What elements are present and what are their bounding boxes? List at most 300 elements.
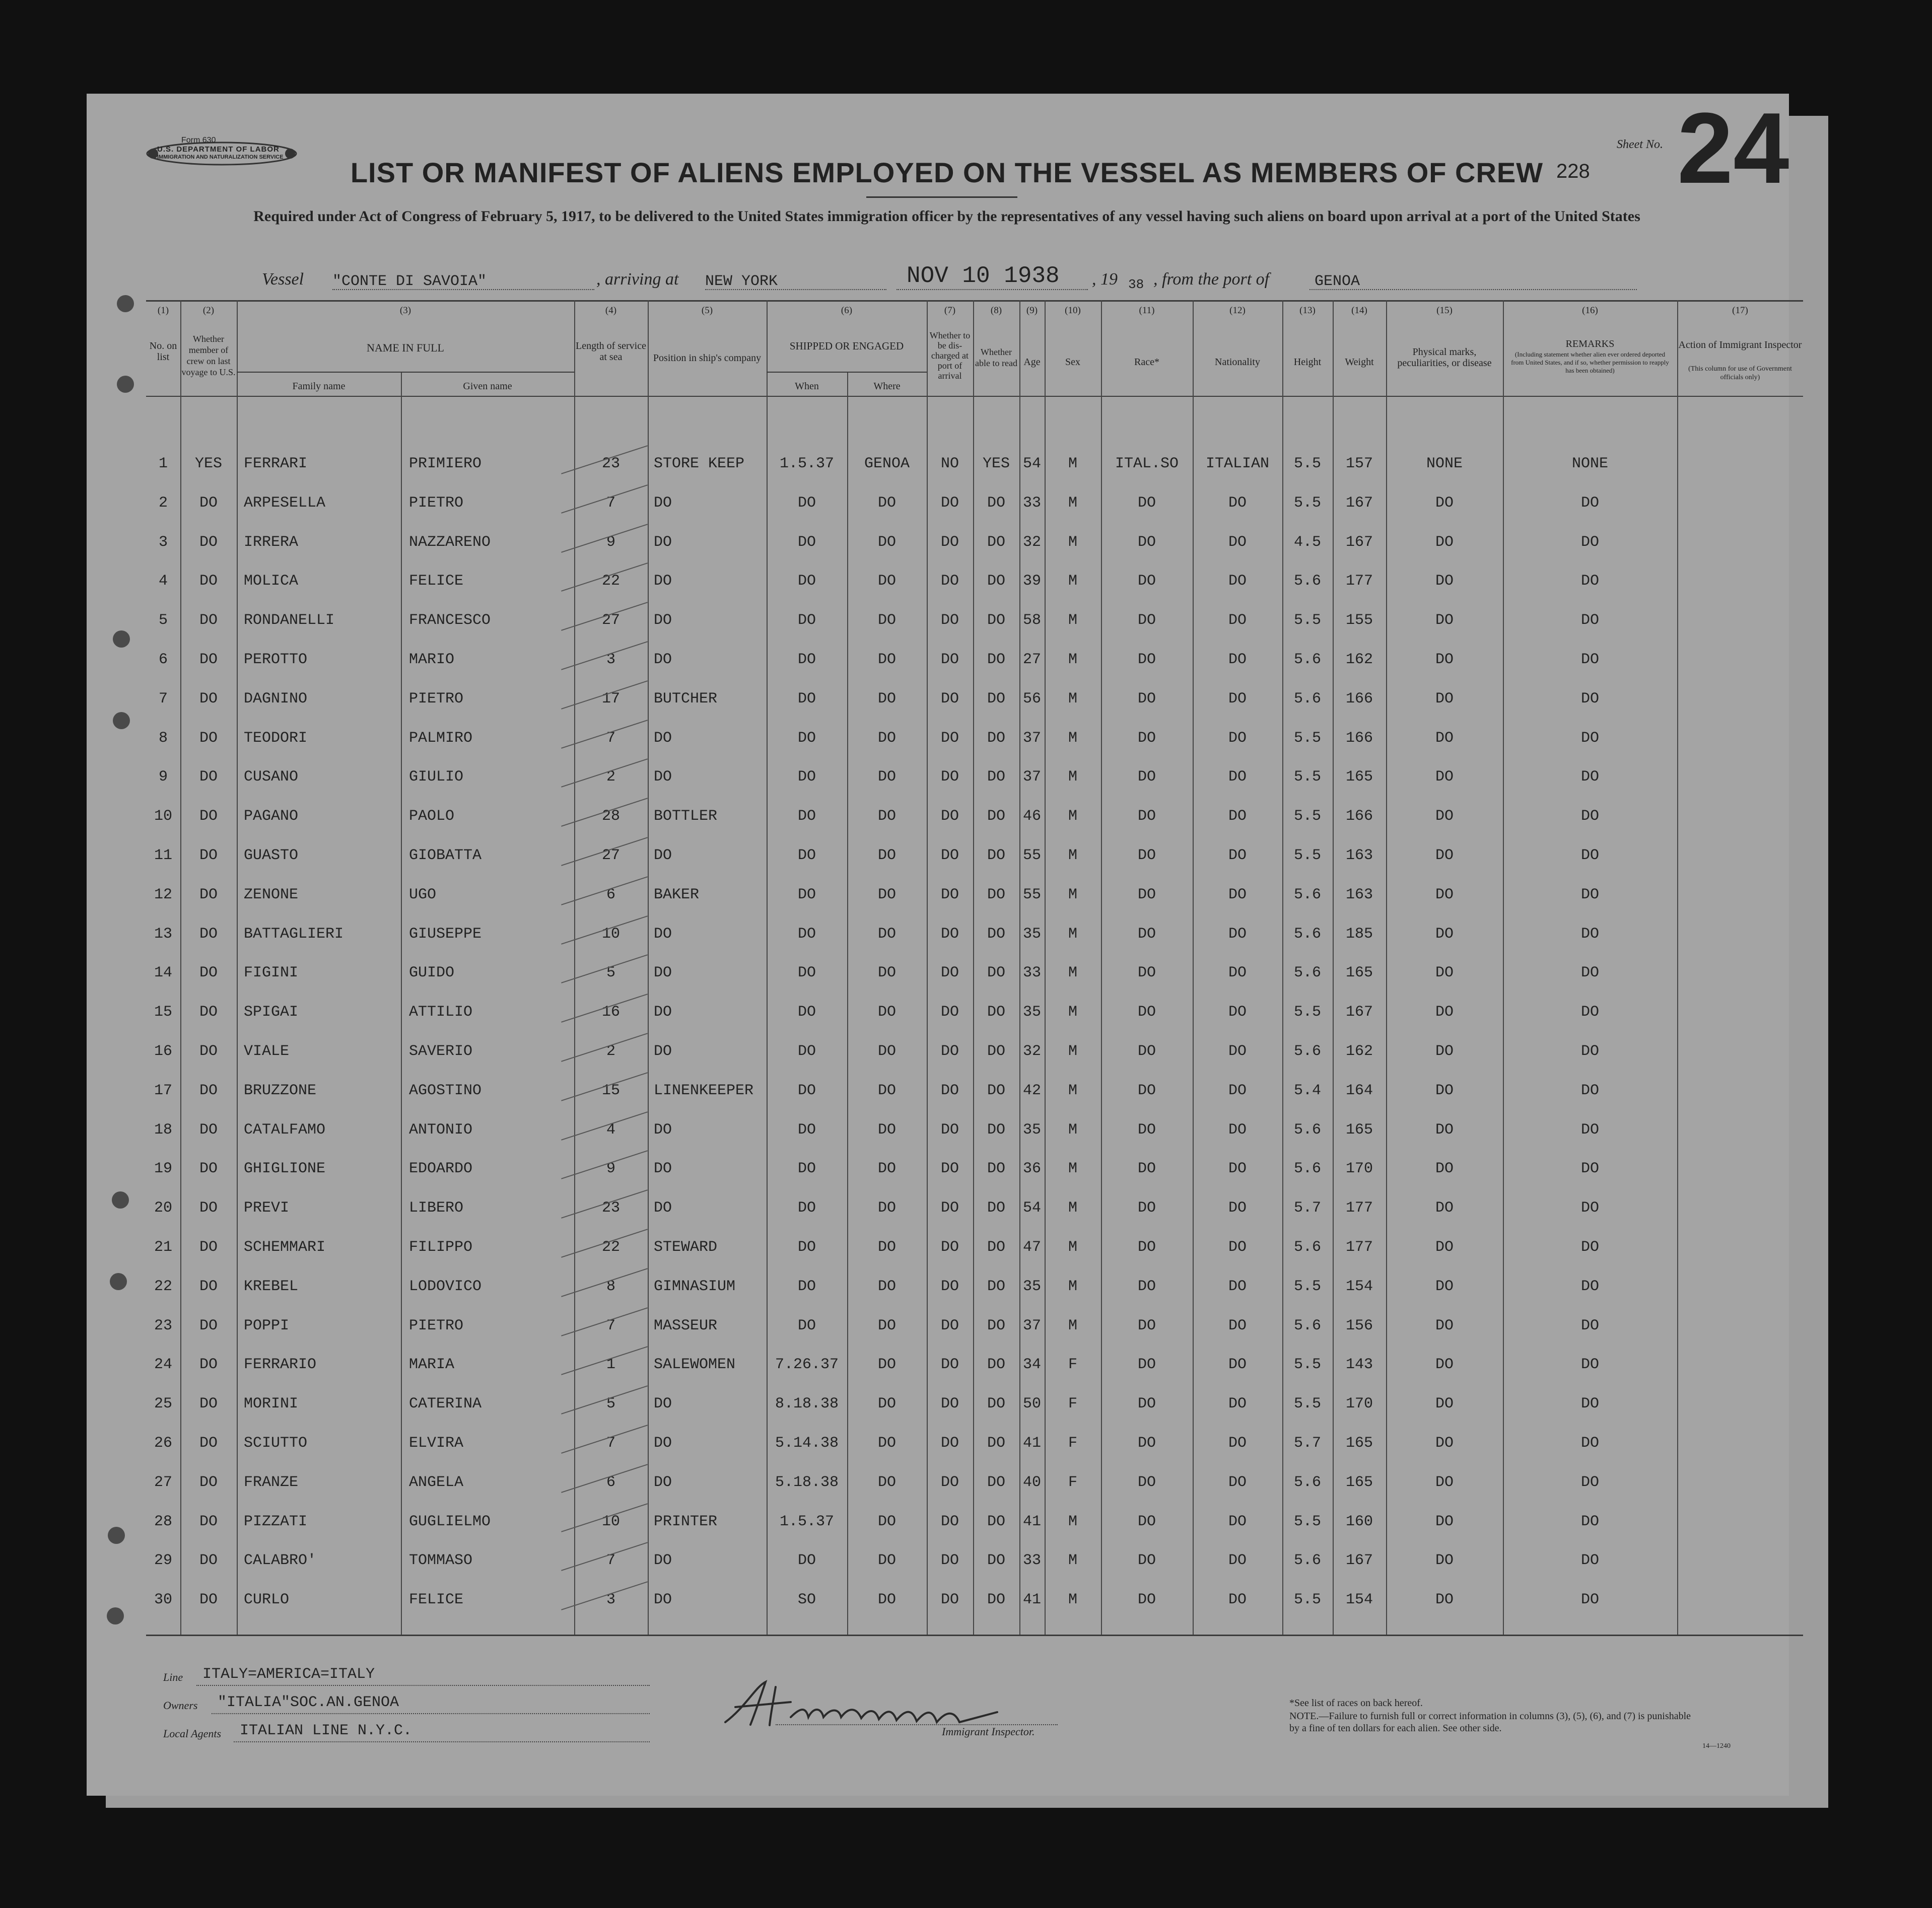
table-cell: DO xyxy=(877,1317,896,1334)
table-cell: DO xyxy=(940,1317,959,1334)
table-cell: 39 xyxy=(1022,573,1041,590)
table-cell: DO xyxy=(987,1356,1005,1374)
table-cell: DO xyxy=(797,768,816,786)
line-label: Line xyxy=(163,1671,183,1683)
table-cell: DO xyxy=(940,612,959,629)
table-cell: M xyxy=(1068,1043,1077,1060)
table-cell: ITAL.SO xyxy=(1115,455,1179,472)
table-cell: 5.6 xyxy=(1293,690,1321,708)
table-cell: M xyxy=(1068,1317,1077,1334)
table-cell: DO xyxy=(654,1435,672,1452)
table-cell: DO xyxy=(940,573,959,590)
table-cell: 5.5 xyxy=(1293,768,1321,786)
page-subtitle: Required under Act of Congress of February 5, 1917, to be delivered to the United States immigration officer by the representatives of any vessel having such aliens on board upon arrival at a port of the United States xyxy=(253,208,1640,225)
shipped-subheader-rule xyxy=(767,372,927,373)
table-cell: F xyxy=(1068,1395,1077,1413)
table-cell: 10 xyxy=(601,1513,620,1530)
table-cell: DO xyxy=(877,573,896,590)
table-cell: DO xyxy=(877,651,896,668)
header-race: Race* xyxy=(1134,357,1159,368)
table-cell: DO xyxy=(1435,1395,1454,1413)
table-cell: 5.18.38 xyxy=(775,1473,839,1491)
table-cell: M xyxy=(1068,1278,1077,1295)
table-cell: CATALFAMO xyxy=(244,1121,326,1139)
column-number: (5) xyxy=(701,305,713,316)
table-cell: M xyxy=(1068,1591,1077,1609)
header-position: Position in ship's company xyxy=(653,352,762,364)
table-cell: M xyxy=(1068,847,1077,864)
table-cell: DO xyxy=(1137,847,1156,864)
table-cell: DO xyxy=(1580,925,1599,943)
table-cell: NO xyxy=(940,455,959,472)
table-cell: DO xyxy=(987,1513,1005,1530)
table-cell: DO xyxy=(199,1435,218,1452)
table-cell: DO xyxy=(199,1473,218,1491)
table-row xyxy=(146,875,1803,914)
table-cell: DO xyxy=(654,573,672,590)
table-cell: ANGELA xyxy=(409,1473,464,1491)
crew-manifest-table xyxy=(146,300,1803,1635)
table-cell: M xyxy=(1068,1004,1077,1021)
table-cell: DO xyxy=(940,1160,959,1178)
table-row xyxy=(146,1345,1803,1384)
table-cell: DO xyxy=(1137,1160,1156,1178)
table-cell: GUGLIELMO xyxy=(409,1513,491,1530)
table-cell: DO xyxy=(797,494,816,512)
table-cell: FILIPPO xyxy=(409,1239,473,1256)
table-cell: 41 xyxy=(1022,1591,1041,1609)
table-cell: DO xyxy=(1228,1473,1247,1491)
table-cell: DO xyxy=(1137,925,1156,943)
table-cell: 5.6 xyxy=(1293,1552,1321,1570)
table-cell: 154 xyxy=(1345,1278,1373,1295)
table-cell: DO xyxy=(797,533,816,551)
local-agents-dots xyxy=(234,1741,650,1742)
owners-label: Owners xyxy=(163,1699,198,1712)
table-cell: SCIUTTO xyxy=(244,1435,308,1452)
table-cell: 55 xyxy=(1022,847,1041,864)
table-cell: 5.6 xyxy=(1293,925,1321,943)
table-cell: 5.5 xyxy=(1293,729,1321,747)
table-cell: DO xyxy=(797,1043,816,1060)
table-cell: 5.5 xyxy=(1293,1004,1321,1021)
table-cell: 165 xyxy=(1345,1121,1373,1139)
table-cell: 18 xyxy=(154,1121,172,1139)
table-cell: DO xyxy=(1580,1160,1599,1178)
table-cell: 56 xyxy=(1022,690,1041,708)
table-cell: 5.7 xyxy=(1293,1435,1321,1452)
table-cell: DO xyxy=(1228,612,1247,629)
binder-hole xyxy=(110,1273,127,1290)
table-row xyxy=(146,1306,1803,1346)
table-cell: DO xyxy=(654,533,672,551)
table-cell: 2 xyxy=(158,494,168,512)
table-cell: 154 xyxy=(1345,1591,1373,1609)
table-cell: 26 xyxy=(154,1435,172,1452)
table-cell: DO xyxy=(1580,1591,1599,1609)
table-cell: 7 xyxy=(606,1435,615,1452)
table-cell: 5.5 xyxy=(1293,1356,1321,1374)
table-cell: 143 xyxy=(1345,1356,1373,1374)
table-cell: DO xyxy=(877,533,896,551)
table-bottom-rule xyxy=(146,1635,1803,1636)
header-bottom-rule xyxy=(146,396,1803,397)
from-label: , from the port of xyxy=(1153,270,1270,289)
table-cell: DO xyxy=(1435,1513,1454,1530)
table-cell: IRRERA xyxy=(244,533,299,551)
penalty-note: NOTE.—Failure to furnish full or correct information in columns (3), (5), (6), and (7) is punishable by a fine of ten dollars for each alien. See other side. xyxy=(1289,1711,1691,1734)
table-cell: 54 xyxy=(1022,1199,1041,1217)
table-cell: DO xyxy=(987,1199,1005,1217)
table-cell: DO xyxy=(654,651,672,668)
table-cell: 33 xyxy=(1022,964,1041,982)
column-number: (6) xyxy=(841,305,853,316)
table-row xyxy=(146,1463,1803,1502)
table-row xyxy=(146,1267,1803,1306)
table-cell: 157 xyxy=(1345,455,1373,472)
table-cell: 166 xyxy=(1345,729,1373,747)
table-cell: DO xyxy=(797,1121,816,1139)
table-cell: ITALIAN xyxy=(1205,455,1270,472)
table-cell: DO xyxy=(940,1278,959,1295)
table-cell: 6 xyxy=(606,886,615,903)
table-cell: 40 xyxy=(1022,1473,1041,1491)
table-cell: DO xyxy=(199,1004,218,1021)
table-cell: 27 xyxy=(601,612,620,629)
table-cell: 5.6 xyxy=(1293,1239,1321,1256)
table-cell: 156 xyxy=(1345,1317,1373,1334)
column-number: (16) xyxy=(1582,305,1598,316)
table-cell: DO xyxy=(199,651,218,668)
table-cell: DO xyxy=(940,1513,959,1530)
table-cell: DO xyxy=(1228,1239,1247,1256)
table-cell: 15 xyxy=(154,1004,172,1021)
table-cell: 155 xyxy=(1345,612,1373,629)
table-cell: NONE xyxy=(1571,455,1608,472)
table-cell: EDOARDO xyxy=(409,1160,473,1178)
table-row xyxy=(146,1502,1803,1541)
table-cell: DO xyxy=(1435,612,1454,629)
table-cell: M xyxy=(1068,1239,1077,1256)
table-cell: DO xyxy=(1580,573,1599,590)
table-cell: DAGNINO xyxy=(244,690,308,708)
table-top-rule xyxy=(146,300,1803,302)
table-cell: DO xyxy=(199,612,218,629)
table-cell: 35 xyxy=(1022,1121,1041,1139)
table-cell: DO xyxy=(199,729,218,747)
table-cell: 23 xyxy=(601,1199,620,1217)
table-cell: DO xyxy=(199,1278,218,1295)
table-cell: 165 xyxy=(1345,1473,1373,1491)
table-cell: DO xyxy=(987,886,1005,903)
table-cell: SPIGAI xyxy=(244,1004,299,1021)
table-cell: 1.5.37 xyxy=(779,455,835,472)
table-cell: DO xyxy=(1435,1591,1454,1609)
table-cell: DO xyxy=(1435,1435,1454,1452)
table-cell: DO xyxy=(1137,1199,1156,1217)
table-cell: CALABRO' xyxy=(244,1552,317,1570)
table-cell: 35 xyxy=(1022,925,1041,943)
table-cell: DO xyxy=(877,847,896,864)
table-cell: DO xyxy=(1435,1317,1454,1334)
header-shipped-when: When xyxy=(795,381,819,392)
table-cell: DO xyxy=(877,808,896,825)
table-cell: 54 xyxy=(1022,455,1041,472)
binder-hole xyxy=(112,1191,129,1209)
table-cell: DO xyxy=(1580,690,1599,708)
table-cell: 167 xyxy=(1345,494,1373,512)
table-cell: DO xyxy=(987,1278,1005,1295)
table-cell: DO xyxy=(199,964,218,982)
table-cell: RONDANELLI xyxy=(244,612,335,629)
table-cell: DO xyxy=(797,1082,816,1099)
table-cell: PIETRO xyxy=(409,690,464,708)
table-cell: DO xyxy=(1137,1004,1156,1021)
table-cell: PIETRO xyxy=(409,494,464,512)
table-cell: 25 xyxy=(154,1395,172,1413)
table-cell: DO xyxy=(797,847,816,864)
column-number: (4) xyxy=(605,305,617,316)
table-cell: DO xyxy=(940,1552,959,1570)
table-cell: DO xyxy=(1228,964,1247,982)
table-cell: M xyxy=(1068,494,1077,512)
table-cell: 5.6 xyxy=(1293,1121,1321,1139)
table-cell: DO xyxy=(1137,1278,1156,1295)
table-cell: 11 xyxy=(154,847,172,864)
table-cell: M xyxy=(1068,964,1077,982)
arriving-port: NEW YORK xyxy=(705,273,778,290)
table-cell: DO xyxy=(1435,1473,1454,1491)
table-cell: 166 xyxy=(1345,690,1373,708)
form-number: Form 630 xyxy=(181,136,216,145)
table-cell: 1 xyxy=(158,455,168,472)
table-cell: DO xyxy=(877,1004,896,1021)
table-cell: DO xyxy=(1137,1552,1156,1570)
table-cell: DO xyxy=(877,1160,896,1178)
table-cell: 165 xyxy=(1345,964,1373,982)
table-cell: ZENONE xyxy=(244,886,299,903)
table-cell: M xyxy=(1068,573,1077,590)
column-number: (1) xyxy=(157,305,169,316)
table-cell: DO xyxy=(1228,1317,1247,1334)
table-cell: GIMNASIUM xyxy=(654,1278,736,1295)
table-cell: DO xyxy=(199,1043,218,1060)
table-cell: DO xyxy=(940,533,959,551)
table-cell: DO xyxy=(877,1591,896,1609)
table-cell: 5.5 xyxy=(1293,847,1321,864)
table-cell: F xyxy=(1068,1473,1077,1491)
table-cell: DO xyxy=(940,494,959,512)
table-cell: DO xyxy=(1435,964,1454,982)
table-cell: 32 xyxy=(1022,533,1041,551)
table-cell: BATTAGLIERI xyxy=(244,925,344,943)
table-cell: DO xyxy=(1435,768,1454,786)
vessel-name: "CONTE DI SAVOIA" xyxy=(332,273,487,290)
table-cell: DO xyxy=(940,1082,959,1099)
table-cell: 5 xyxy=(606,1395,615,1413)
table-cell: DO xyxy=(1228,1356,1247,1374)
table-cell: 33 xyxy=(1022,1552,1041,1570)
table-cell: DO xyxy=(987,925,1005,943)
table-cell: M xyxy=(1068,690,1077,708)
table-row xyxy=(146,836,1803,875)
table-cell: DO xyxy=(199,690,218,708)
table-cell: 12 xyxy=(154,886,172,903)
column-number: (2) xyxy=(202,305,215,316)
table-cell: DO xyxy=(987,1121,1005,1139)
table-cell: FIGINI xyxy=(244,964,299,982)
table-row xyxy=(146,1424,1803,1463)
table-row xyxy=(146,483,1803,523)
table-cell: 5 xyxy=(158,612,168,629)
name-subheader-rule xyxy=(237,372,574,373)
table-cell: M xyxy=(1068,886,1077,903)
table-cell: BOTTLER xyxy=(654,808,718,825)
table-cell: DO xyxy=(654,729,672,747)
table-cell: GENOA xyxy=(864,455,910,472)
table-cell: DO xyxy=(654,1160,672,1178)
table-cell: DO xyxy=(1580,1356,1599,1374)
header-remarks-note: (Including statement whether alien ever ordered deported from United States, and if so, whether permission to reapply has been obtained) xyxy=(1511,350,1669,374)
arrival-date-stamp: NOV 10 1938 xyxy=(907,263,1060,289)
table-cell: DO xyxy=(1137,533,1156,551)
table-cell: DO xyxy=(1228,651,1247,668)
table-cell: 27 xyxy=(601,847,620,864)
table-cell: 9 xyxy=(606,1160,615,1178)
table-cell: NONE xyxy=(1426,455,1463,472)
table-cell: DO xyxy=(1580,651,1599,668)
table-row xyxy=(146,1071,1803,1110)
table-cell: DO xyxy=(1435,808,1454,825)
table-cell: 5.5 xyxy=(1293,455,1321,472)
table-cell: DO xyxy=(987,533,1005,551)
table-cell: 165 xyxy=(1345,768,1373,786)
table-cell: ANTONIO xyxy=(409,1121,473,1139)
table-cell: 1.5.37 xyxy=(779,1513,835,1530)
table-cell: DO xyxy=(940,1004,959,1021)
arrival-date-line xyxy=(896,289,1088,290)
table-cell: DO xyxy=(877,925,896,943)
table-cell: CUSANO xyxy=(244,768,299,786)
header-action-inspector: Action of Immigrant Inspector xyxy=(1678,339,1802,350)
table-cell: DO xyxy=(940,651,959,668)
table-cell: DO xyxy=(940,1043,959,1060)
table-cell: DO xyxy=(1580,612,1599,629)
column-number: (13) xyxy=(1299,305,1316,316)
table-cell: BRUZZONE xyxy=(244,1082,317,1099)
table-cell: 7 xyxy=(158,690,168,708)
table-cell: 167 xyxy=(1345,1552,1373,1570)
table-cell: 8 xyxy=(606,1278,615,1295)
table-cell: 19 xyxy=(154,1160,172,1178)
table-cell: DO xyxy=(940,1121,959,1139)
table-cell: DO xyxy=(940,1435,959,1452)
column-number: (3) xyxy=(399,305,411,316)
table-row xyxy=(146,1188,1803,1228)
table-cell: SCHEMMARI xyxy=(244,1239,326,1256)
table-cell: DO xyxy=(199,808,218,825)
table-cell: 163 xyxy=(1345,886,1373,903)
table-cell: DO xyxy=(1137,1395,1156,1413)
table-cell: DO xyxy=(940,925,959,943)
local-agents-label: Local Agents xyxy=(163,1727,222,1740)
table-cell: 20 xyxy=(154,1199,172,1217)
table-cell: 16 xyxy=(601,1004,620,1021)
table-cell: DO xyxy=(1435,1121,1454,1139)
page-number: 228 xyxy=(1556,160,1590,182)
table-cell: DO xyxy=(199,533,218,551)
table-cell: DO xyxy=(199,1239,218,1256)
table-cell: DO xyxy=(1228,886,1247,903)
table-cell: DO xyxy=(1580,1513,1599,1530)
table-row xyxy=(146,561,1803,601)
table-cell: 1 xyxy=(606,1356,615,1374)
table-cell: 47 xyxy=(1022,1239,1041,1256)
header-nationality: Nationality xyxy=(1215,357,1260,368)
table-cell: DO xyxy=(940,1473,959,1491)
table-row xyxy=(146,757,1803,797)
table-cell: DO xyxy=(1435,886,1454,903)
table-cell: DO xyxy=(987,729,1005,747)
table-cell: DO xyxy=(654,612,672,629)
line-value: ITALY=AMERICA=ITALY xyxy=(202,1666,375,1683)
table-cell: DO xyxy=(1435,925,1454,943)
header-physical-marks: Physical marks, peculiarities, or disease xyxy=(1397,346,1492,369)
table-cell: DO xyxy=(877,964,896,982)
header-age: Age xyxy=(1023,357,1041,368)
table-cell: DO xyxy=(1228,1552,1247,1570)
table-cell: DO xyxy=(1228,1121,1247,1139)
table-cell: DO xyxy=(987,1317,1005,1334)
table-cell: DO xyxy=(940,1395,959,1413)
table-row xyxy=(146,679,1803,719)
table-cell: DO xyxy=(1228,847,1247,864)
table-cell: DO xyxy=(877,1278,896,1295)
table-cell: M xyxy=(1068,455,1077,472)
vessel-name-line xyxy=(332,289,594,290)
table-cell: POPPI xyxy=(244,1317,290,1334)
table-cell: DO xyxy=(940,1239,959,1256)
table-cell: DO xyxy=(797,1278,816,1295)
table-cell: DO xyxy=(987,1552,1005,1570)
column-number: (15) xyxy=(1436,305,1453,316)
inspector-label: Immigrant Inspector. xyxy=(942,1725,1035,1738)
table-row xyxy=(146,1541,1803,1580)
table-cell: DO xyxy=(877,729,896,747)
table-cell: 5.6 xyxy=(1293,964,1321,982)
table-cell: DO xyxy=(987,1239,1005,1256)
table-cell: DO xyxy=(1228,768,1247,786)
table-cell: DO xyxy=(654,964,672,982)
table-cell: 32 xyxy=(1022,1043,1041,1060)
table-cell: M xyxy=(1068,1513,1077,1530)
table-cell: DO xyxy=(797,1004,816,1021)
table-cell: 5.6 xyxy=(1293,651,1321,668)
table-cell: PEROTTO xyxy=(244,651,308,668)
table-cell: DO xyxy=(1137,690,1156,708)
table-cell: DO xyxy=(1580,1473,1599,1491)
table-cell: M xyxy=(1068,808,1077,825)
table-cell: 5.5 xyxy=(1293,612,1321,629)
table-cell: GIOBATTA xyxy=(409,847,482,864)
table-row xyxy=(146,1580,1803,1619)
page-title: LIST OR MANIFEST OF ALIENS EMPLOYED ON THE VESSEL AS MEMBERS OF CREW xyxy=(350,157,1544,188)
header-family-name: Family name xyxy=(292,381,346,392)
table-cell: DO xyxy=(1435,1552,1454,1570)
table-cell: DO xyxy=(877,1043,896,1060)
table-cell: 5.6 xyxy=(1293,1043,1321,1060)
table-cell: DO xyxy=(987,1473,1005,1491)
